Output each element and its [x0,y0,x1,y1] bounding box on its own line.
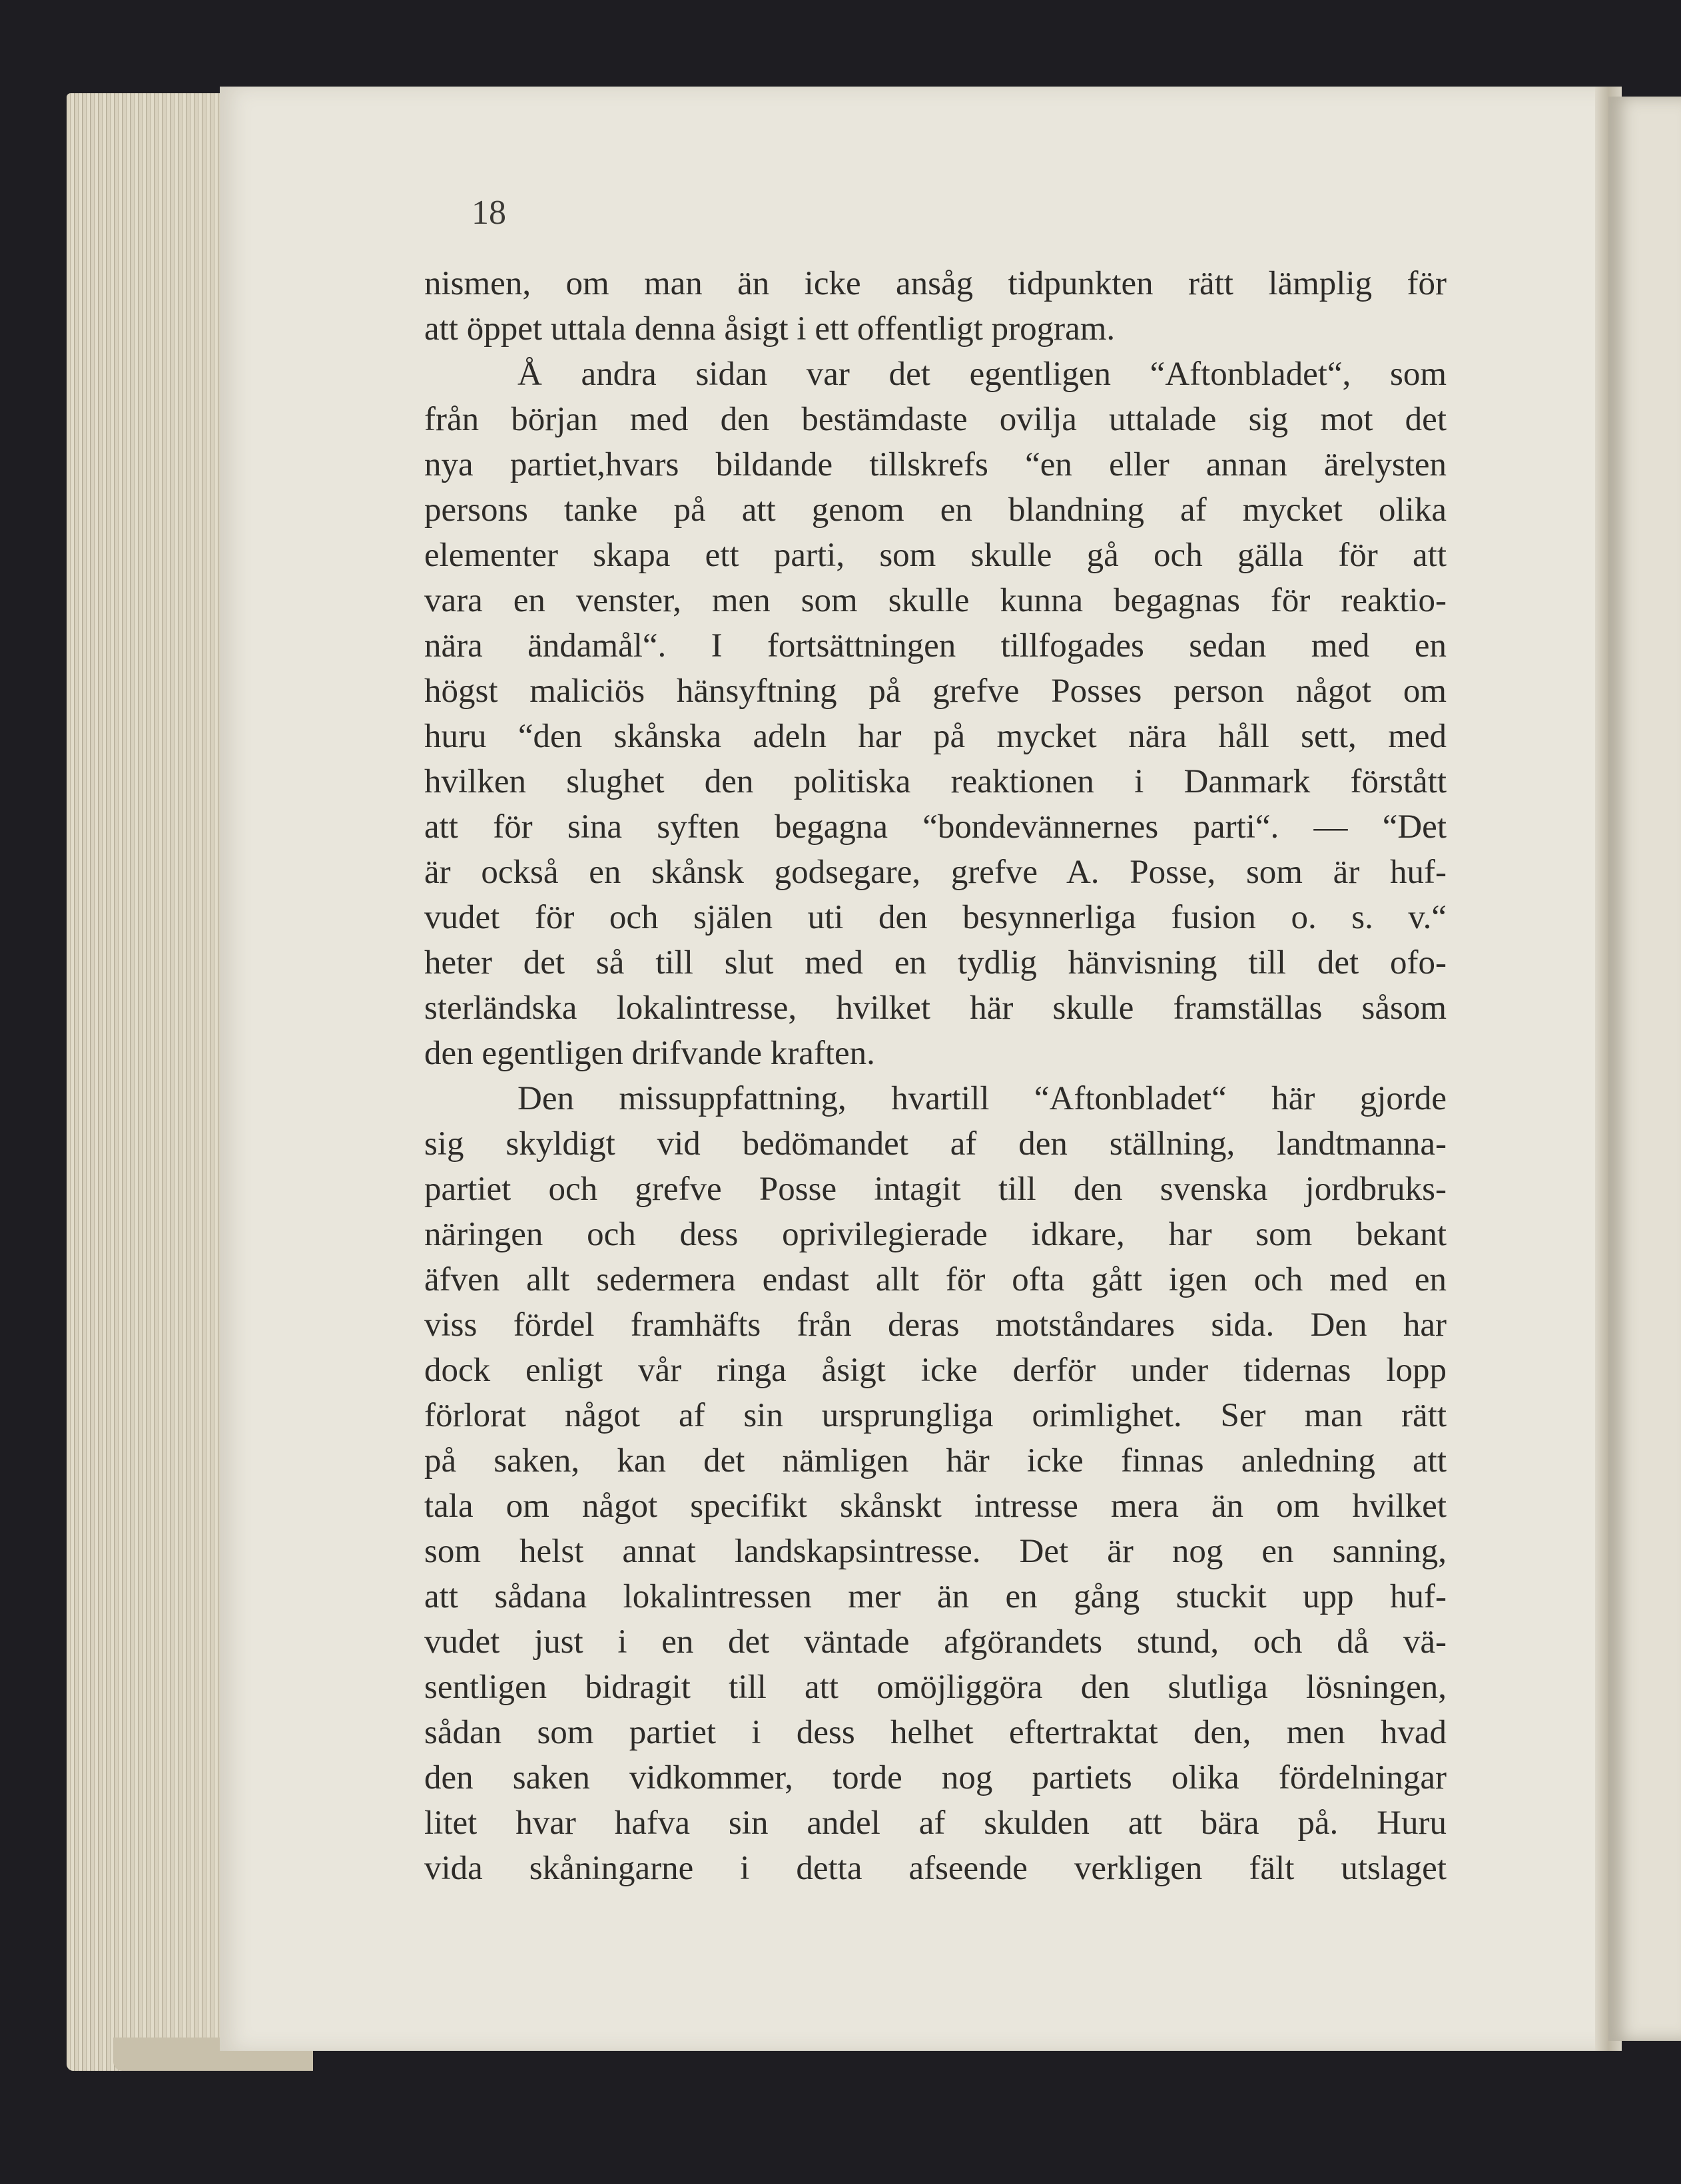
text-line: tala om något specifikt skånskt intresse mera än om hvilket [424,1488,1447,1525]
text-line: sig skyldigt vid bedömandet af den ställning, landtmanna- [424,1125,1447,1163]
text-line: äfven allt sedermera endast allt för ofta gått igen och med en [424,1261,1447,1298]
text-line: sentligen bidragit till att omöjliggöra den slutliga lösningen, [424,1669,1447,1706]
text-line: att öppet uttala denna åsigt i ett offentligt program. [424,310,1116,348]
page-number: 18 [472,194,506,232]
text-line: den egentligen drifvande kraften. [424,1035,875,1072]
text-line: vida skåningarne i detta afseende verkligen fält utslaget [424,1850,1447,1887]
text-line: Den missuppfattning, hvartill “Aftonbladet“ här gjorde [517,1080,1447,1117]
text-line: partiet och grefve Posse intagit till den svenska jordbruks- [424,1171,1447,1208]
text-line: Å andra sidan var det egentligen “Aftonbladet“, som [517,356,1447,393]
text-line: vudet för och själen uti den besynnerliga fusion o. s. v.“ [424,899,1447,936]
text-line: viss fördel framhäfts från deras motståndares sida. Den har [424,1306,1447,1344]
text-line: nismen, om man än icke ansåg tidpunkten rätt lämplig för [424,265,1447,302]
text-line: på saken, kan det nämligen här icke finnas anledning att [424,1442,1447,1480]
text-line: att sådana lokalintressen mer än en gång stuckit upp huf- [424,1578,1447,1615]
text-line: från början med den bestämdaste ovilja uttalade sig mot det [424,401,1447,438]
text-line: heter det så till slut med en tydlig hänvisning till det ofo- [424,944,1447,981]
text-line: är också en skånsk godsegare, grefve A. Posse, som är huf- [424,854,1447,891]
page-edges [67,93,233,2071]
body-text [424,261,1447,1891]
text-line: högst maliciös hänsyftning på grefve Posses person något om [424,673,1447,710]
text-line: vara en venster, men som skulle kunna begagnas för reaktio- [424,582,1447,619]
facing-page-edge [1608,97,1681,2041]
text-line: vudet just i en det väntade afgörandets stund, och då vä- [424,1623,1447,1661]
text-line: sådan som partiet i dess helhet eftertraktat den, men hvad [424,1714,1447,1751]
text-line: nya partiet,hvars bildande tillskrefs “en eller annan ärelysten [424,446,1447,483]
text-line: förlorat något af sin ursprungliga orimlighet. Ser man rätt [424,1397,1447,1434]
text-line: näringen och dess oprivilegierade idkare, har som bekant [424,1216,1447,1253]
text-line: persons tanke på att genom en blandning af mycket olika [424,491,1447,529]
text-line: litet hvar hafva sin andel af skulden att bära på. Huru [424,1804,1447,1842]
text-line: dock enligt vår ringa åsigt icke derför under tidernas lopp [424,1352,1447,1389]
text-line: sterländska lokalintresse, hvilket här skulle framställas såsom [424,989,1447,1027]
text-line: den saken vidkommer, torde nog partiets olika fördelningar [424,1759,1447,1796]
text-line: hvilken slughet den politiska reaktionen i Danmark förstått [424,763,1447,800]
text-line: huru “den skånska adeln har på mycket nära håll sett, med [424,718,1447,755]
text-line: att för sina syften begagna “bondevännernes parti“. — “Det [424,808,1447,846]
text-line: nära ändamål“. I fortsättningen tillfogades sedan med en [424,627,1447,665]
text-line: elementer skapa ett parti, som skulle gå och gälla för att [424,537,1447,574]
text-line: som helst annat landskapsintresse. Det är nog en sanning, [424,1533,1447,1570]
